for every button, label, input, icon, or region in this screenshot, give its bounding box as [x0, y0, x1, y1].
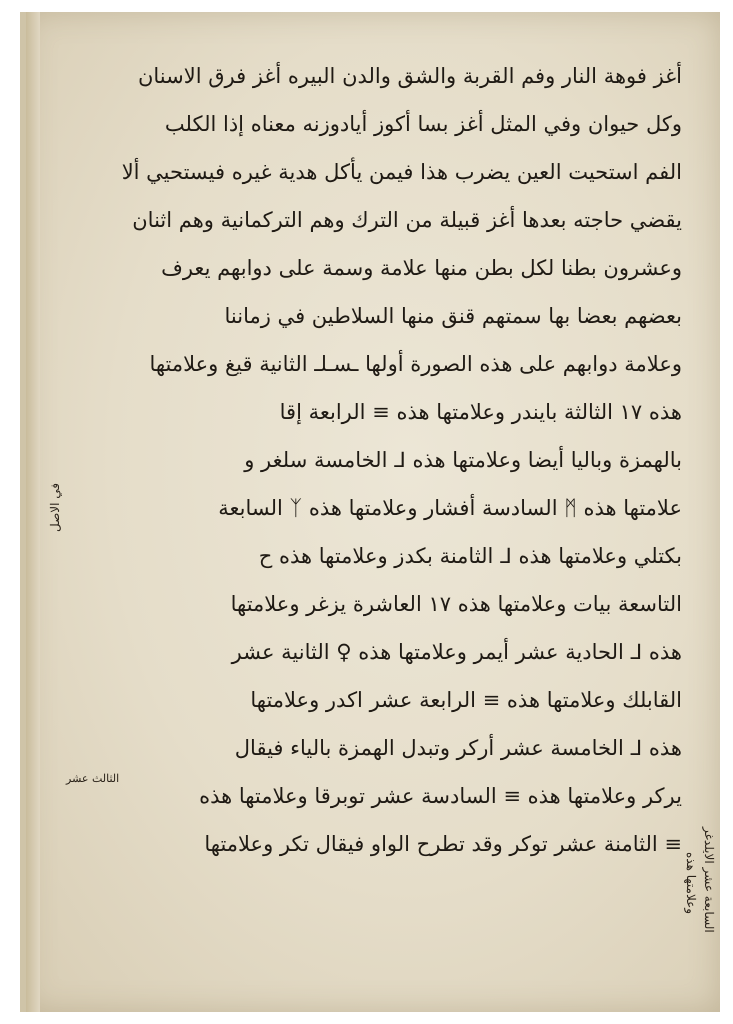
line-4: يقضي حاجته بعدها أغز قبيلة من الترك وهم التركمانية وهم اثنان — [132, 208, 682, 232]
line-9: بالهمزة وباليا أيضا وعلامتها هذه ⅃ الخامسة سلغر و — [244, 448, 682, 472]
manuscript-page — [20, 12, 720, 1012]
line-11: بكتلي وعلامتها هذه ⅃ الثامنة بكدز وعلامتها هذه ح — [258, 544, 682, 568]
left-margin-note: في الاصل — [48, 482, 62, 532]
line-16: يركر وعلامتها هذه ≡ السادسة عشر توبرقا وعلامتها هذه — [199, 784, 682, 808]
right-margin-note-a: السابعة عشر الايلدغر — [702, 827, 716, 933]
line-17: ≡ الثامنة عشر توكر وقد تطرح الواو فيقال تكر وعلامتها — [204, 832, 682, 856]
line-14: القابلك وعلامتها هذه ≡ الرابعة عشر اكدر وعلامتها — [250, 688, 682, 712]
line-3: الفم استحيت العين يضرب هذا فيمن يأكل هدية غيره فيستحيي ألا — [121, 160, 682, 184]
right-margin-note-b: وعلامتها هذه — [684, 852, 698, 915]
line-15: هذه ⅃ الخامسة عشر أركر وتبدل الهمزة بالياء فيقال — [234, 736, 682, 760]
line-8: هذه ١٧ الثالثة بايندر وعلامتها هذه ≡ الرابعة إقا — [279, 400, 682, 424]
line-13: هذه ⅃ الحادية عشر أيمر وعلامتها هذه ♀ الثانية عشر — [231, 640, 682, 664]
binding-gutter — [26, 12, 40, 1012]
line-10: علامتها هذه ᛗ السادسة أفشار وعلامتها هذه ᛉ السابعة — [218, 496, 682, 520]
line-1: أغز فوهة النار وفم القربة والشق والدن البيره أغز فرق الاسنان — [137, 64, 682, 88]
line-5: وعشرون بطنا لكل بطن منها علامة وسمة على دوابهم يعرف — [161, 256, 682, 280]
line-2: وكل حيوان وفي المثل أغز بسا أكوز أيادوزنه معناه إذا الكلب — [164, 112, 682, 136]
line-12: التاسعة بيات وعلامتها هذه ١٧ العاشرة يزغر وعلامتها — [230, 592, 682, 616]
left-side-note: الثالث عشر — [66, 772, 120, 785]
line-7: وعلامة دوابهم على هذه الصورة أولها ـسـلـ الثانية قيغ وعلامتها — [149, 352, 682, 376]
line-6: بعضهم بعضا بها سمتهم قنق منها السلاطين في زماننا — [224, 304, 682, 328]
